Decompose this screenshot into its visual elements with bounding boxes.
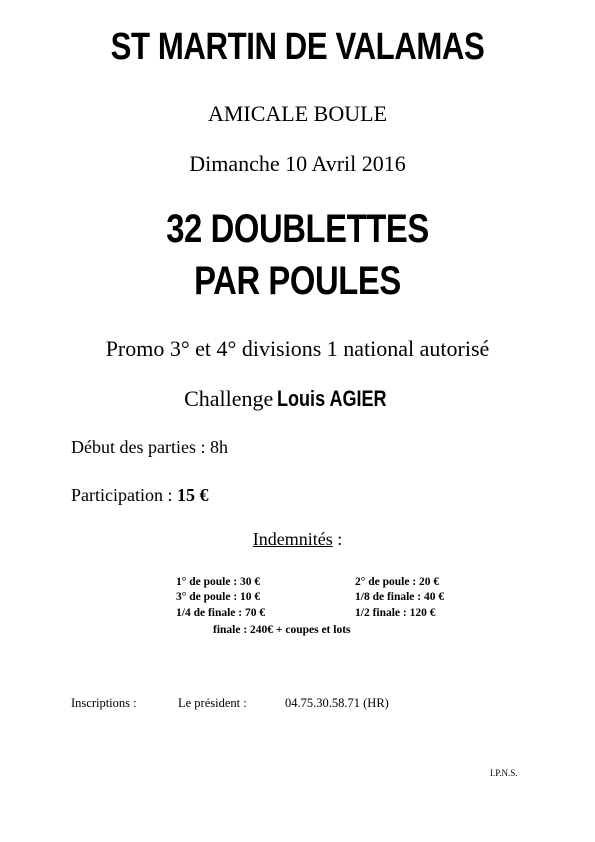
prize-eighth-final: 1/8 de finale : 40 € [355,591,445,603]
prize-half-final: 1/2 finale : 120 € [355,607,436,619]
challenge-name: Louis AGIER [277,386,387,411]
headline-line-2: PAR POULES [194,259,401,303]
prize-quarter-final: 1/4 de finale : 70 € [176,607,266,619]
promo-text: Promo 3° et 4° divisions 1 national autorisé [105,336,490,361]
event-date: Dimanche 10 Avril 2016 [189,151,406,176]
club-name: AMICALE BOULE [207,101,388,126]
headline-line-1: 32 DOUBLETTES [166,207,429,251]
prize-first-poule: 1° de poule : 30 € [176,576,261,588]
footer-note: I.P.N.S. [490,768,518,778]
prize-third-poule: 3° de poule : 10 € [176,591,261,603]
challenge-line [0,386,595,412]
indemnites-heading [0,528,595,550]
prize-second-poule: 2° de poule : 20 € [355,576,440,588]
start-time: Début des parties : 8h [71,437,228,457]
president-label: Le président : [178,696,247,710]
indemnites-suffix: : [332,529,343,549]
participation-line [71,484,208,506]
participation-label: Participation : [71,485,173,505]
phone-number: 04.75.30.58.71 (HR) [285,696,389,710]
poster-title: ST MARTIN DE VALAMAS [110,26,485,68]
participation-value: 15 € [176,485,209,505]
indemnites-label: Indemnités [252,529,333,549]
inscriptions-label: Inscriptions : [71,696,137,710]
challenge-label: Challenge [184,386,274,411]
prize-final: finale : 240€ + coupes et lots [213,624,351,636]
